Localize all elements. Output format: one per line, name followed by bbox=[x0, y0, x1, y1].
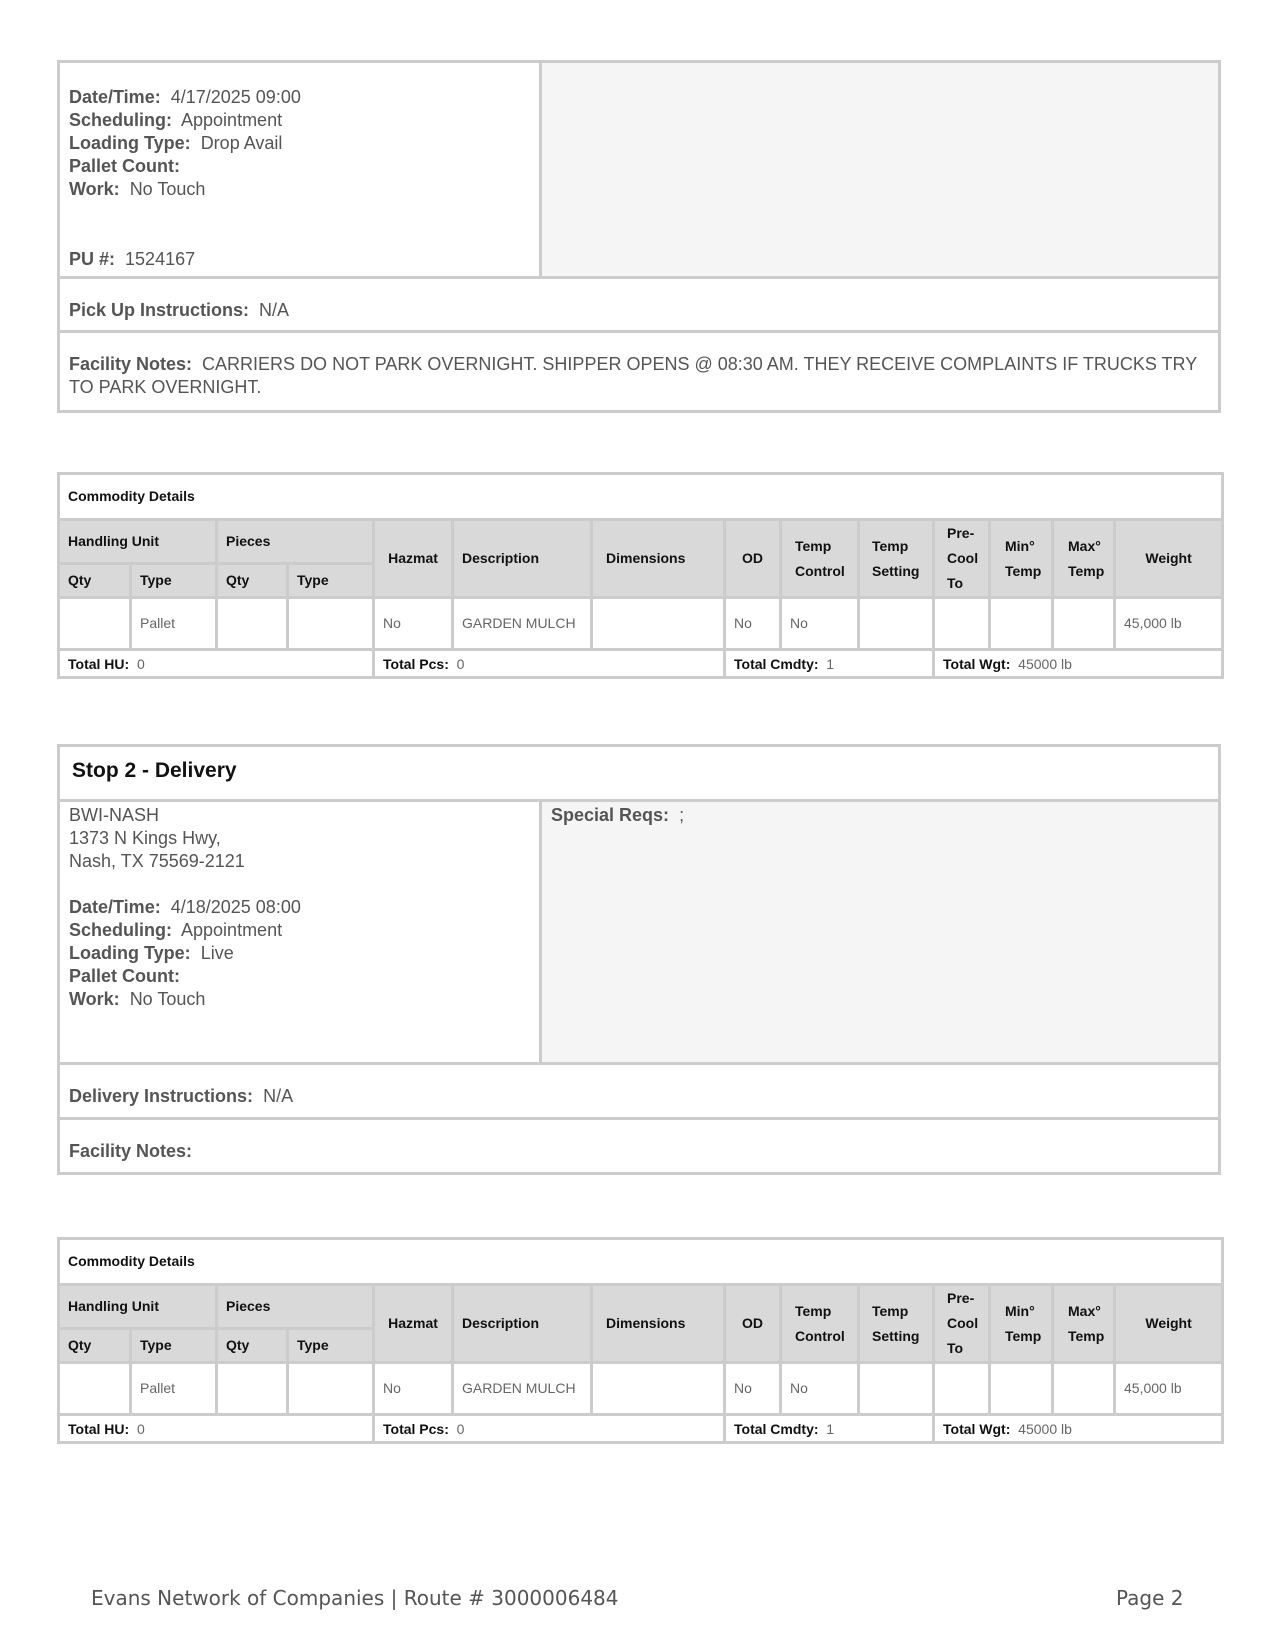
stop1-work: Work: No Touch bbox=[69, 179, 206, 199]
col-temp-setting: Temp Setting bbox=[859, 1285, 934, 1363]
col-description: Description bbox=[453, 1285, 592, 1363]
col-dimensions: Dimensions bbox=[592, 1285, 725, 1363]
stop1-scheduling: Scheduling: Appointment bbox=[69, 110, 283, 130]
stop1-datetime: Date/Time: 4/17/2025 09:00 bbox=[69, 87, 301, 107]
stop2-datetime: Date/Time: 4/18/2025 08:00 bbox=[69, 897, 301, 917]
stop2-delivery-instructions: Delivery Instructions: N/A bbox=[60, 1065, 1218, 1120]
stop2-special-reqs: Special Reqs: ; bbox=[542, 802, 1218, 1062]
col-od: OD bbox=[725, 1285, 781, 1363]
stop2-address-city: Nash, TX 75569-2121 bbox=[69, 851, 245, 871]
table-row: Pallet No GARDEN MULCH No No 45,000 lb bbox=[59, 1363, 1223, 1415]
total-cmdty: Total Cmdty: 1 bbox=[725, 1415, 934, 1443]
col-pc-qty: Qty bbox=[217, 564, 288, 598]
col-hu-qty: Qty bbox=[59, 564, 131, 598]
total-pcs: Total Pcs: 0 bbox=[374, 1415, 725, 1443]
total-wgt: Total Wgt: 45000 lb bbox=[934, 1415, 1223, 1443]
col-max-temp: Max° Temp bbox=[1053, 1285, 1115, 1363]
stop2-details bbox=[60, 802, 542, 1062]
commodity-caption: Commodity Details bbox=[59, 474, 1223, 520]
commodity-table-1 bbox=[57, 472, 1224, 679]
footer-company-route: Evans Network of Companies | Route # 3000006484 bbox=[91, 1586, 619, 1610]
col-pc-type: Type bbox=[288, 1329, 374, 1363]
col-description: Description bbox=[453, 520, 592, 598]
col-min-temp: Min° Temp bbox=[990, 1285, 1053, 1363]
col-temp-control: Temp Control bbox=[781, 1285, 859, 1363]
stop2-scheduling: Scheduling: Appointment bbox=[69, 920, 283, 940]
stop1-pu-number: PU #: 1524167 bbox=[69, 249, 196, 269]
stop1-details bbox=[60, 63, 542, 276]
stop2-title: Stop 2 - Delivery bbox=[60, 747, 1218, 802]
total-hu: Total HU: 0 bbox=[59, 650, 374, 678]
col-pieces: Pieces bbox=[217, 520, 374, 564]
totals-row bbox=[59, 1415, 1223, 1443]
col-weight: Weight bbox=[1115, 1285, 1223, 1363]
stop2-info-row bbox=[60, 802, 1218, 1065]
totals-row bbox=[59, 650, 1223, 678]
stop1-pallet-count: Pallet Count: bbox=[69, 156, 180, 176]
col-min-temp: Min° Temp bbox=[990, 520, 1053, 598]
stop2-work: Work: No Touch bbox=[69, 989, 206, 1009]
col-hu-type: Type bbox=[131, 1329, 217, 1363]
footer-page-number: Page 2 bbox=[1116, 1586, 1184, 1610]
col-hazmat: Hazmat bbox=[374, 1285, 453, 1363]
col-hazmat: Hazmat bbox=[374, 520, 453, 598]
stop2-loading-type: Loading Type: Live bbox=[69, 943, 234, 963]
stop1-panel bbox=[57, 60, 1221, 413]
total-pcs: Total Pcs: 0 bbox=[374, 650, 725, 678]
total-cmdty: Total Cmdty: 1 bbox=[725, 650, 934, 678]
col-temp-control: Temp Control bbox=[781, 520, 859, 598]
stop1-pickup-instructions: Pick Up Instructions: N/A bbox=[60, 279, 1218, 333]
stop2-address-name: BWI-NASH bbox=[69, 805, 159, 825]
col-max-temp: Max° Temp bbox=[1053, 520, 1115, 598]
commodity-table-2 bbox=[57, 1237, 1224, 1444]
col-hu-type: Type bbox=[131, 564, 217, 598]
col-pieces: Pieces bbox=[217, 1285, 374, 1329]
stop1-facility-notes: Facility Notes: CARRIERS DO NOT PARK OVERNIGHT. SHIPPER OPENS @ 08:30 AM. THEY RECEIVE COMPLAINTS IF TRUCKS TRY TO PARK OVERNIGHT. bbox=[69, 354, 1197, 397]
stop2-panel bbox=[57, 744, 1221, 1175]
table-row: Pallet No GARDEN MULCH No No 45,000 lb bbox=[59, 598, 1223, 650]
stop2-pallet-count: Pallet Count: bbox=[69, 966, 180, 986]
col-handling-unit: Handling Unit bbox=[59, 1285, 217, 1329]
col-pre-cool: Pre-Cool To bbox=[934, 1285, 990, 1363]
total-hu: Total HU: 0 bbox=[59, 1415, 374, 1443]
col-od: OD bbox=[725, 520, 781, 598]
col-pc-type: Type bbox=[288, 564, 374, 598]
total-wgt: Total Wgt: 45000 lb bbox=[934, 650, 1223, 678]
commodity-caption: Commodity Details bbox=[59, 1239, 1223, 1285]
stop1-loading-type: Loading Type: Drop Avail bbox=[69, 133, 283, 153]
stop2-address-street: 1373 N Kings Hwy, bbox=[69, 828, 221, 848]
stop1-special-area bbox=[542, 63, 1218, 276]
stop1-info-row bbox=[60, 63, 1218, 279]
stop2-facility-notes: Facility Notes: bbox=[69, 1141, 193, 1161]
col-handling-unit: Handling Unit bbox=[59, 520, 217, 564]
col-pre-cool: Pre-Cool To bbox=[934, 520, 990, 598]
col-temp-setting: Temp Setting bbox=[859, 520, 934, 598]
col-hu-qty: Qty bbox=[59, 1329, 131, 1363]
col-weight: Weight bbox=[1115, 520, 1223, 598]
col-pc-qty: Qty bbox=[217, 1329, 288, 1363]
col-dimensions: Dimensions bbox=[592, 520, 725, 598]
